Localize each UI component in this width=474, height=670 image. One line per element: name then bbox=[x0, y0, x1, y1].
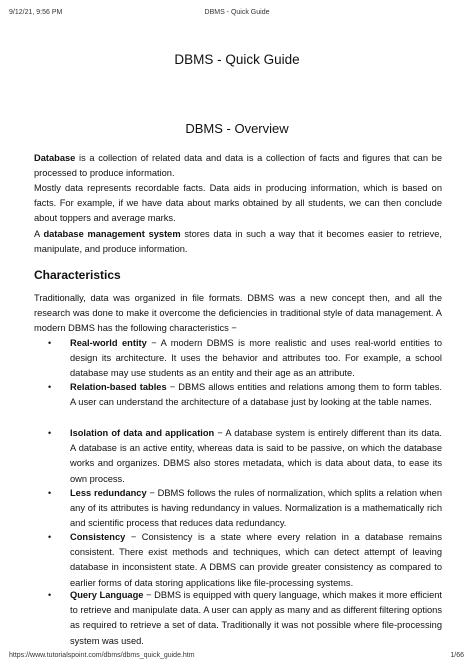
characteristics-intro: Traditionally, data was organized in file formats. DBMS was a new concept then, and all the research was done to make it overcome the deficiencies in traditional style of data management. A modern DBMS has the following characteristics − bbox=[34, 293, 442, 334]
document-title: DBMS - Quick Guide bbox=[174, 52, 300, 67]
print-datetime: 9/12/21, 9:56 PM bbox=[9, 9, 63, 16]
list-item-desc: − Consistency is a state where every relation in a database remains consistent. There exist methods and techniques, which can detect attempt of leaving database in inconsistent state. A DBMS can provide greater consistency as compared to earlier forms of data storing applications like file-processing systems. bbox=[70, 532, 442, 588]
intro-paragraph-database bbox=[34, 151, 442, 181]
intro-text-1: is a collection of related data and data is a collection of facts and figures that can be processed to produce information. bbox=[34, 153, 442, 179]
list-item-text bbox=[70, 530, 442, 591]
list-item-term: Consistency bbox=[70, 532, 126, 542]
list-item-text bbox=[70, 426, 442, 487]
list-item-desc: − A modern DBMS is more realistic and uses real-world entities to design its architecture. It uses the behavior and attributes too. For example, a school database may use students as an entity and their age as an attribute. bbox=[70, 338, 442, 379]
footer-url: https://www.tutorialspoint.com/dbms/dbms_quick_guide.htm bbox=[9, 652, 195, 659]
list-item-desc: − A database system is entirely different than its data. A database is an active entity, whereas data is said to be passive, on which the database works and organizes. DBMS also stores metadata, which is data about data, to ease its own process. bbox=[70, 428, 442, 484]
list-item-term: Real-world entity bbox=[70, 338, 147, 348]
intro-text-3-pre: A bbox=[34, 229, 44, 239]
list-item-term: Query Language bbox=[70, 590, 144, 600]
list-item bbox=[34, 588, 442, 649]
term-database: Database bbox=[34, 153, 76, 163]
list-item bbox=[34, 426, 442, 487]
intro-paragraph-facts: Mostly data represents recordable facts. Data aids in producing information, which is based on facts. For example, if we have data about marks obtained by all students, we can then conclude about toppers and average marks. bbox=[34, 183, 442, 224]
characteristics-heading: Characteristics bbox=[34, 268, 121, 282]
bullet-icon: • bbox=[48, 428, 52, 438]
list-item-text bbox=[70, 588, 442, 649]
list-item bbox=[34, 486, 442, 532]
list-item-desc: − DBMS allows entities and relations among them to form tables. A user can understand the architecture of a database just by looking at the table names. bbox=[70, 382, 443, 408]
list-item bbox=[34, 380, 442, 410]
list-item-text bbox=[70, 486, 442, 532]
section-title: DBMS - Overview bbox=[185, 121, 289, 136]
list-item-term: Relation-based tables bbox=[70, 382, 167, 392]
term-dbms: database management system bbox=[43, 229, 181, 239]
list-item bbox=[34, 336, 442, 382]
print-header-title: DBMS - Quick Guide bbox=[204, 9, 270, 16]
footer-page-number: 1/66 bbox=[450, 652, 464, 659]
list-item-term: Less redundancy bbox=[70, 488, 147, 498]
bullet-icon: • bbox=[48, 590, 52, 600]
bullet-icon: • bbox=[48, 488, 52, 498]
list-item-desc: − DBMS is equipped with query language, which makes it more efficient to retrieve and manipulate data. A user can apply as many and as different filtering options as required to retrieve a set of data. Traditionally it was not possible where file-processing system was used. bbox=[70, 590, 443, 646]
list-item-desc: − DBMS follows the rules of normalization, which splits a relation when any of its attributes is having redundancy in values. Normalization is a mathematically rich and scientific process that reduces data redundancy. bbox=[70, 488, 443, 529]
list-item-text bbox=[70, 336, 442, 382]
intro-paragraph-dbms bbox=[34, 227, 442, 257]
list-item bbox=[34, 530, 442, 591]
bullet-icon: • bbox=[48, 338, 52, 348]
bullet-icon: • bbox=[48, 382, 52, 392]
bullet-icon: • bbox=[48, 532, 52, 542]
list-item-text bbox=[70, 380, 442, 410]
intro-text-3-rest: stores data in such a way that it becomes easier to retrieve, manipulate, and produce information. bbox=[34, 229, 442, 255]
list-item-term: Isolation of data and application bbox=[70, 428, 215, 438]
